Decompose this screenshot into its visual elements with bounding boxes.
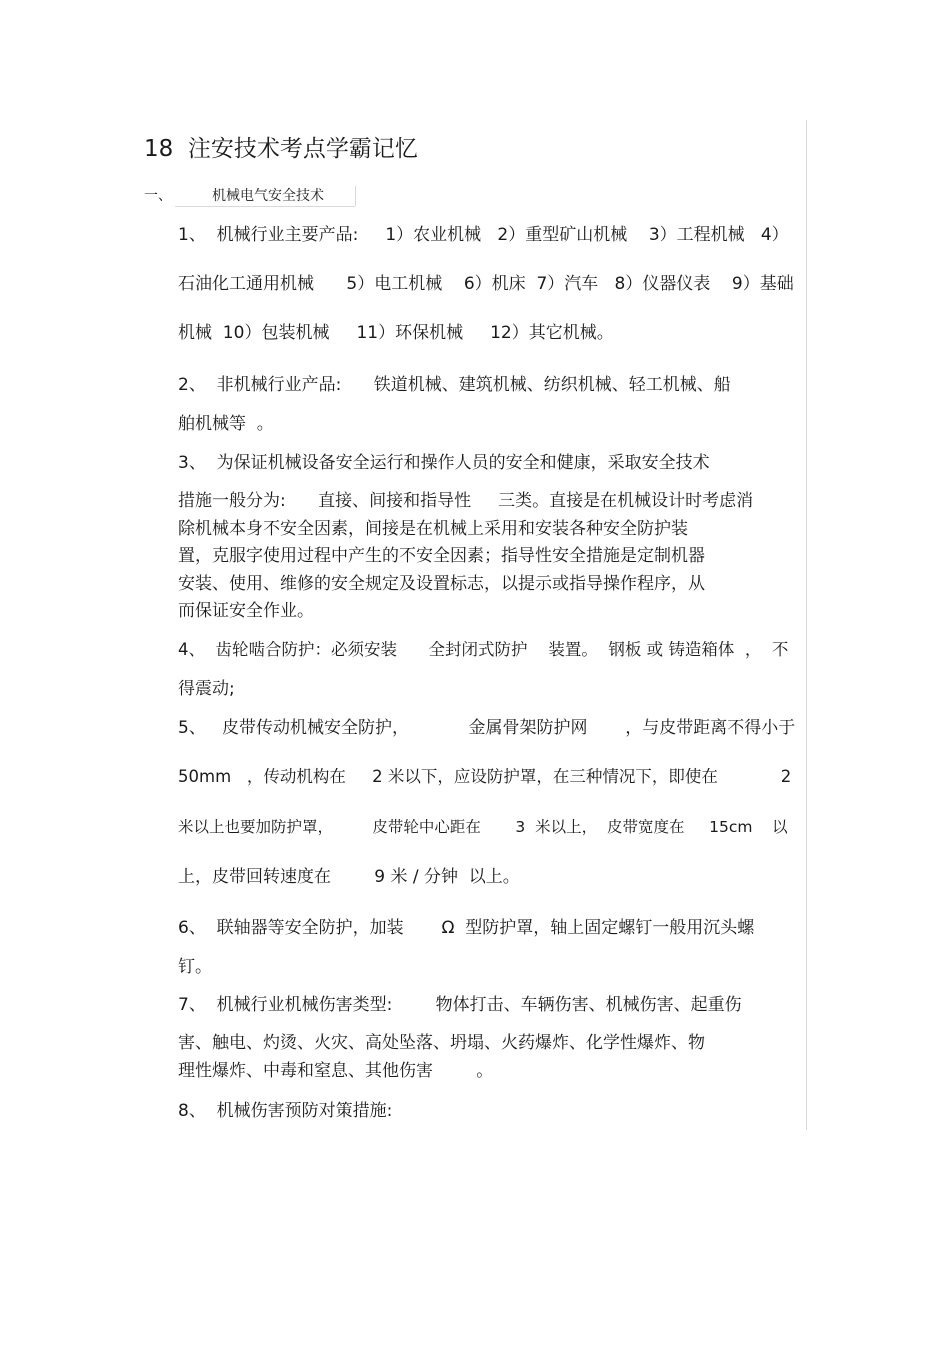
text-line: 置，克服字使用过程中产生的不安全因素；指导性安全措施是定制机器 [178,546,705,566]
text-line: 而保证安全作业。 [178,601,314,621]
text-line: 5、 皮带传动机械安全防护， 金属骨架防护网 ，与皮带距离不得小于 [178,718,796,738]
text-line: 害、触电、灼烫、火灾、高处坠落、坍塌、火药爆炸、化学性爆炸、物 [178,1033,705,1053]
page-title: 18 注安技术考点学霸记忆 [144,136,418,162]
text-line: 措施一般分为: 直接、间接和指导性 三类。直接是在机械设计时考虑消 [178,491,754,511]
text-line: 安装、使用、维修的安全规定及设置标志，以提示或指导操作程序，从 [178,574,705,594]
text-line: 得震动; [178,679,235,699]
text-line: 3、 为保证机械设备安全运行和操作人员的安全和健康，采取安全技术 [178,453,710,473]
text-line: 舶机械等 。 [178,414,274,434]
text-line: 除机械本身不安全因素，间接是在机械上采用和安装各种安全防护装 [178,519,688,539]
text-line: 8、 机械伤害预防对策措施: [178,1101,393,1121]
text-line: 50mm ，传动机构在 2 米以下，应设防护罩，在三种情况下，即使在 2 [178,767,792,786]
text-line: 7、 机械行业机械伤害类型: 物体打击、车辆伤害、机械伤害、起重伤 [178,995,742,1015]
text-line: 石油化工通用机械 5）电工机械 6）机床 7）汽车 8）仪器仪表 9）基础 [178,274,794,294]
section-rule-end [355,186,356,206]
section-number: 一、 [144,188,172,204]
text-line: 钉。 [178,957,212,977]
text-line: 理性爆炸、中毒和窒息、其他伤害 。 [178,1061,494,1081]
text-line: 1、 机械行业主要产品: 1）农业机械 2）重型矿山机械 3）工程机械 4） [178,225,789,245]
text-line: 米以上也要加防护罩， 皮带轮中心距在 3 米以上， 皮带宽度在 15cm 以 [178,818,788,836]
text-line: 6、 联轴器等安全防护，加装 Ω 型防护罩，轴上固定螺钉一般用沉头螺 [178,918,755,938]
text-line: 机械 10）包装机械 11）环保机械 12）其它机械。 [178,323,614,343]
text-line: 上，皮带回转速度在 9 米 / 分钟 以上。 [178,867,520,887]
right-border [806,120,807,1130]
text-line: 4、 齿轮啮合防护：必须安装 全封闭式防护 装置。 钢板 或 铸造箱体 ， 不 [178,640,789,659]
section-heading: 机械电气安全技术 [212,188,324,204]
text-line: 2、 非机械行业产品: 铁道机械、建筑机械、纺织机械、轻工机械、船 [178,375,731,395]
